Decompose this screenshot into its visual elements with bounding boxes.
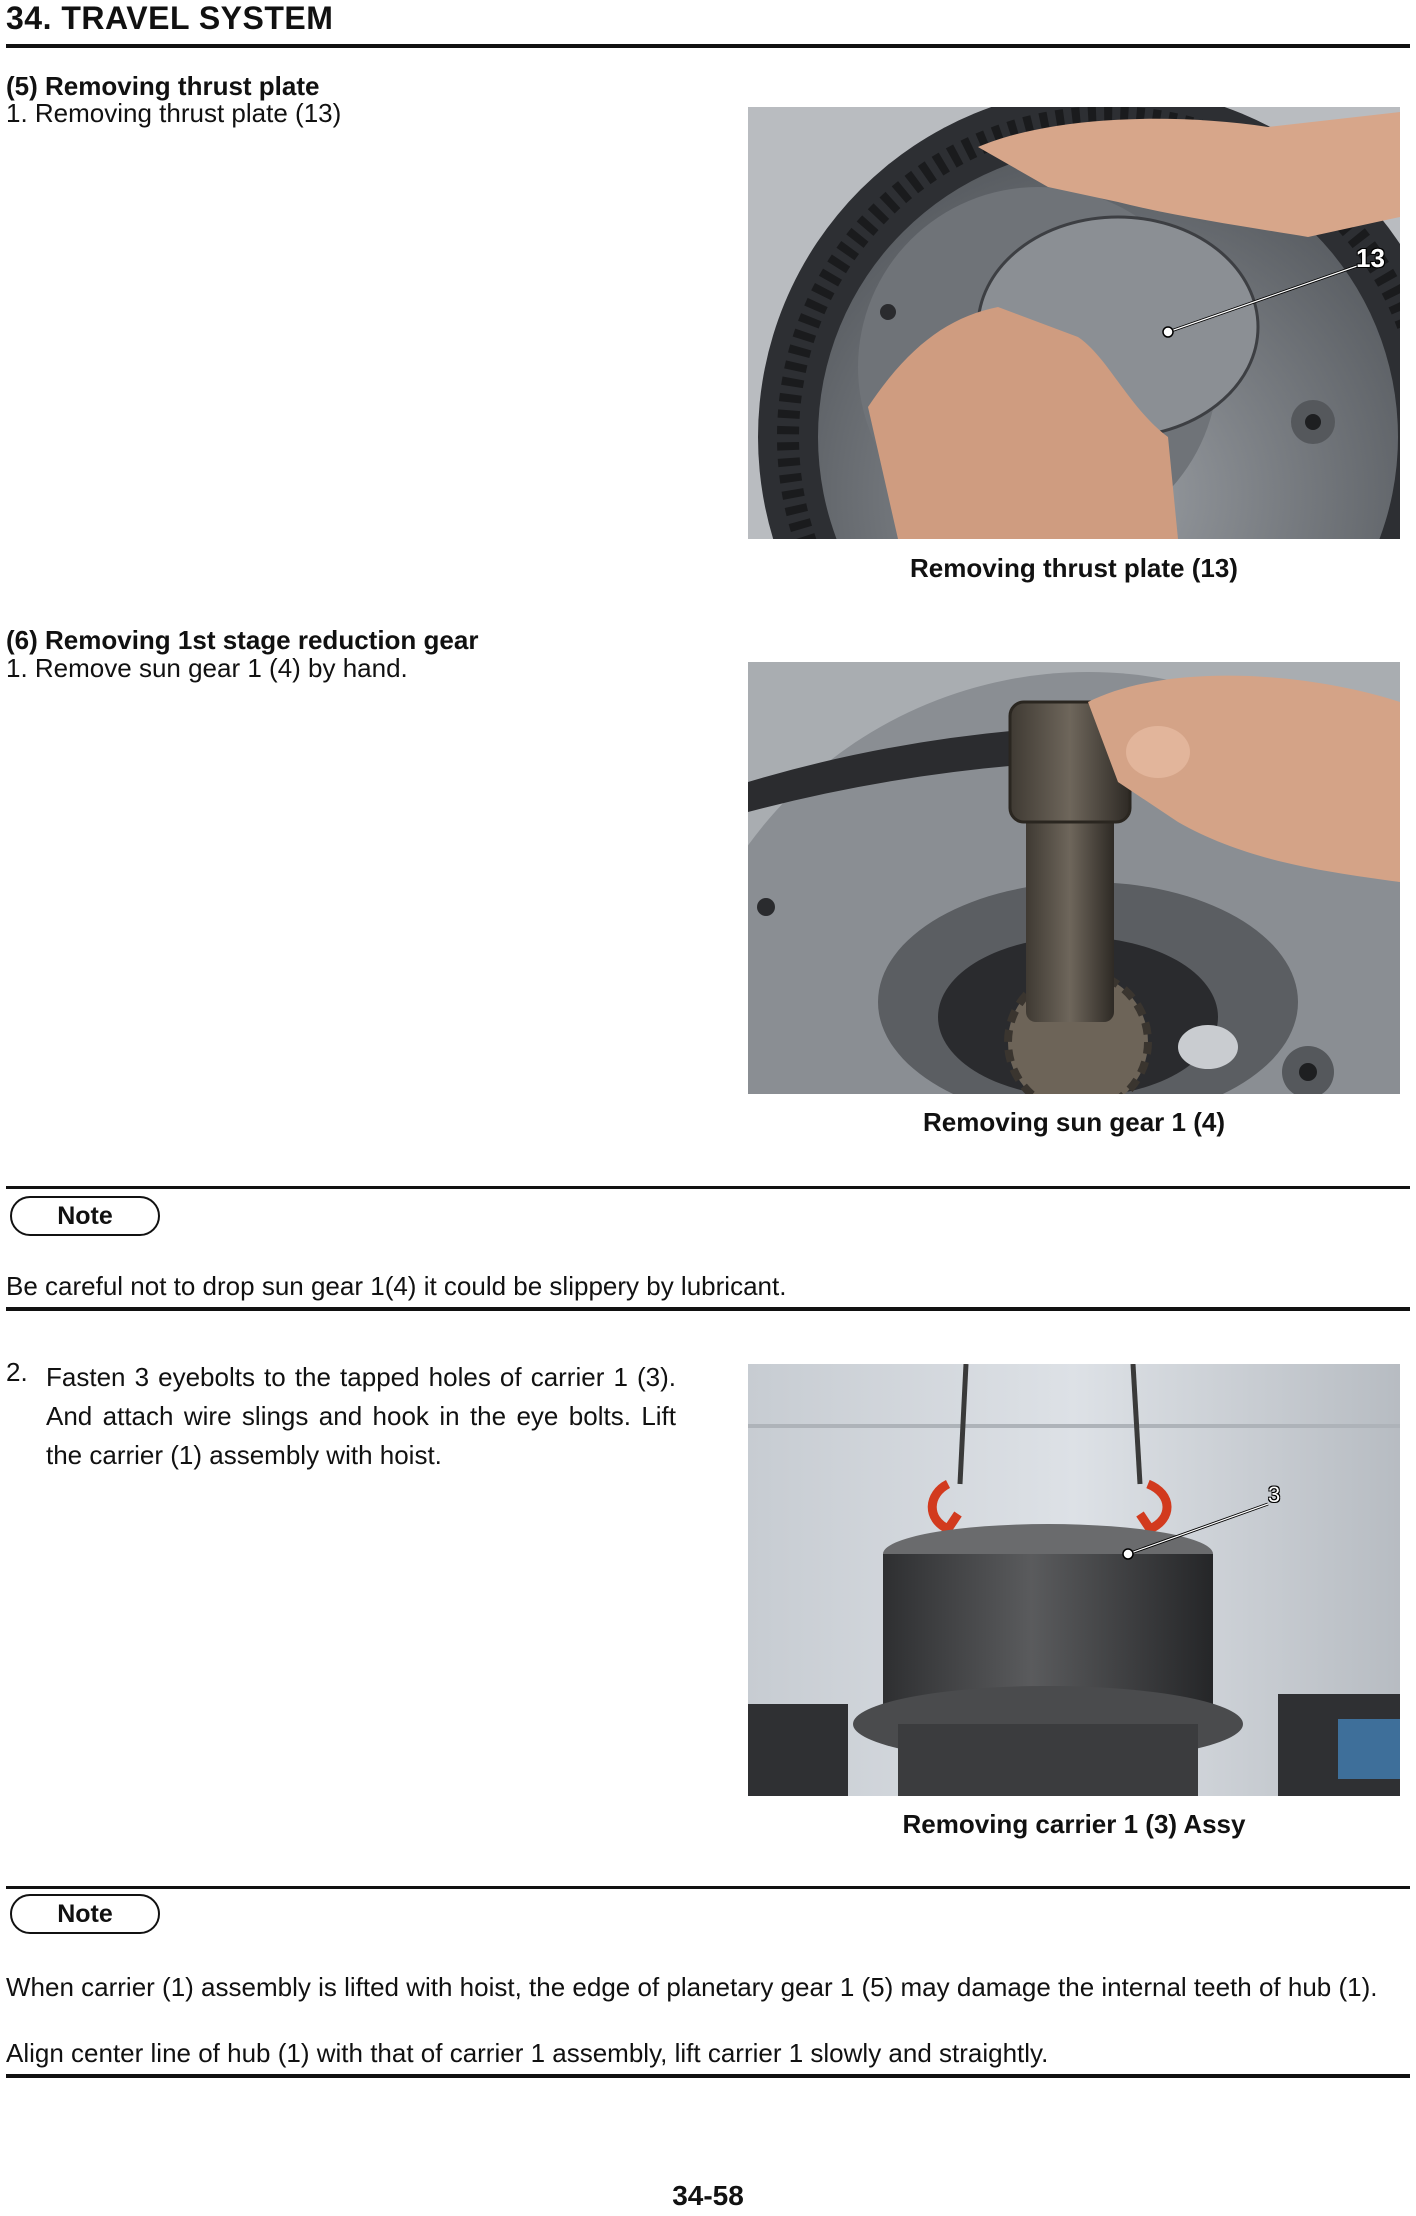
sun-gear-photo — [748, 662, 1400, 1094]
note2-text-1: When carrier (1) assembly is lifted with hoist, the edge of planetary gear 1 (5) may damage the internal teeth of hub (1). — [6, 1972, 1378, 2002]
step-remove-sun-gear: 1. Remove sun gear 1 (4) by hand. — [6, 653, 408, 683]
note1-bottom-rule — [6, 1307, 1410, 1311]
note-badge: Note — [10, 1196, 160, 1236]
section-heading-thrust-plate: (5) Removing thrust plate — [6, 71, 320, 101]
page-title: 34. TRAVEL SYSTEM — [6, 0, 334, 36]
note1-top-rule — [6, 1186, 1410, 1189]
note2-bottom-rule — [6, 2074, 1410, 2078]
page-number: 34-58 — [672, 2180, 744, 2211]
caption-carrier: Removing carrier 1 (3) Assy — [902, 1809, 1246, 1839]
note1-text: Be careful not to drop sun gear 1(4) it could be slippery by lubricant. — [6, 1271, 787, 1301]
carrier-photo — [748, 1364, 1400, 1796]
callout-13: 13 — [1356, 243, 1385, 273]
thrust-plate-photo — [748, 107, 1400, 539]
callout-3: 3 — [1268, 1482, 1281, 1507]
section-heading-reduction-gear: (6) Removing 1st stage reduction gear — [6, 625, 479, 655]
caption-sun-gear: Removing sun gear 1 (4) — [923, 1107, 1225, 1137]
note-badge: Note — [10, 1894, 160, 1934]
step2-number: 2. — [6, 1357, 28, 1387]
note2-top-rule — [6, 1886, 1410, 1889]
step-remove-thrust-plate: 1. Removing thrust plate (13) — [6, 98, 342, 128]
note2-text-2: Align center line of hub (1) with that of carrier 1 assembly, lift carrier 1 slowly and straightly. — [6, 2038, 1049, 2068]
header-rule — [6, 44, 1410, 48]
step2-text: Fasten 3 eyebolts to the tapped holes of carrier 1 (3). And attach wire slings and hook in the eye bolts. Lift the carrier (1) assembly with hoist. — [46, 1362, 676, 1470]
caption-thrust-plate: Removing thrust plate (13) — [910, 553, 1238, 583]
